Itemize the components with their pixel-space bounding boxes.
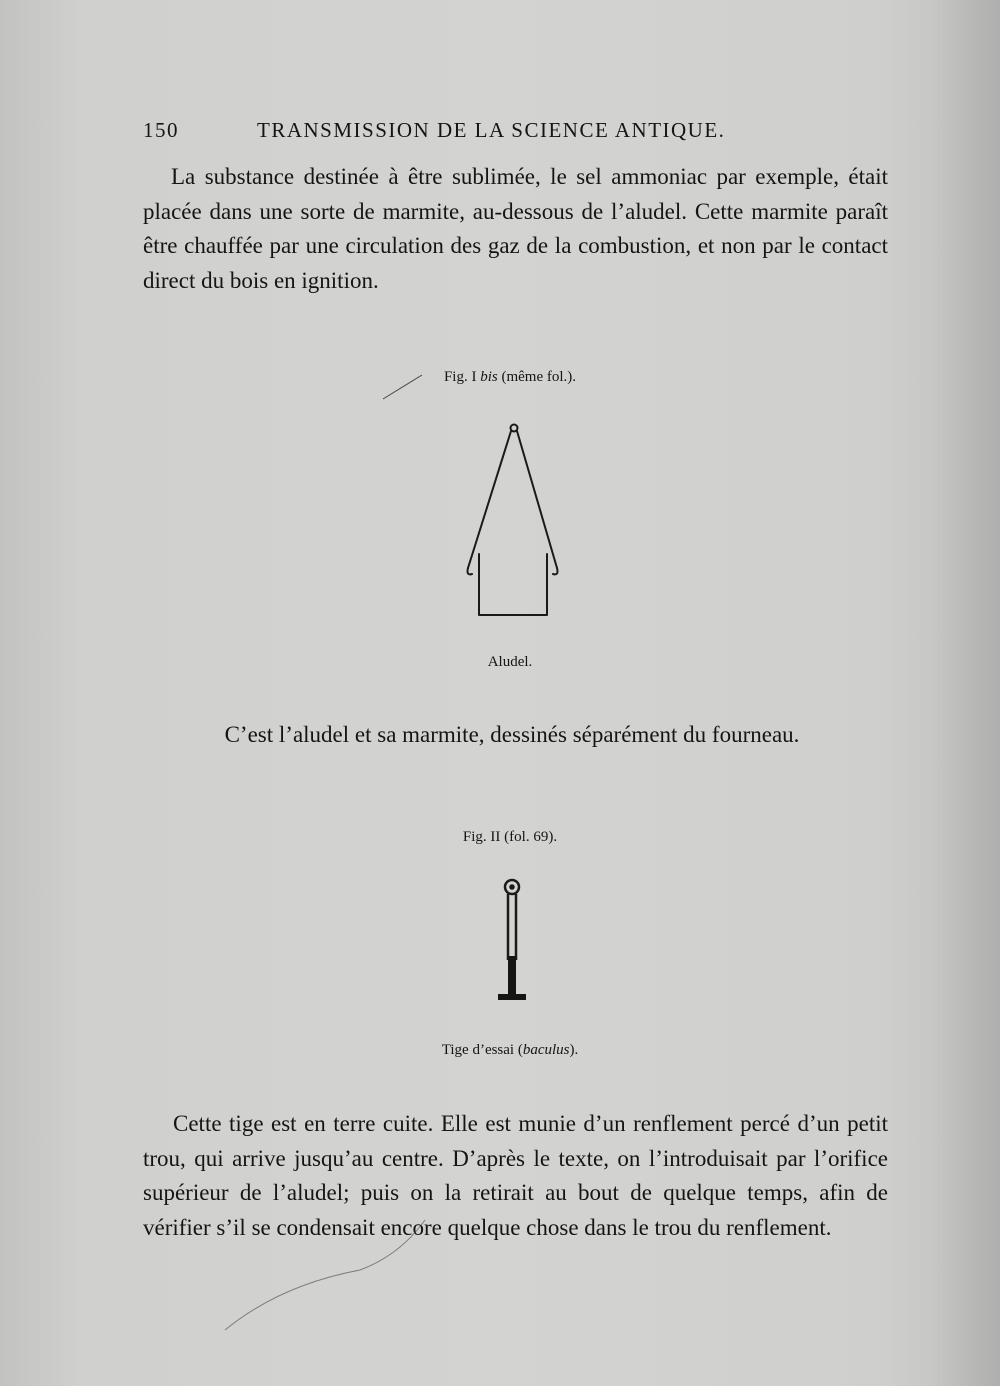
figure-1-caption-suffix: (même fol.). — [497, 369, 577, 385]
aludel-cone — [468, 431, 557, 568]
paragraph-1: La substance destinée à être sublimée, le sel ammoniac par exemple, était placée dans une sorte de marmite, au-dessous de l’aludel. Cette marmite paraît être chauffée par une circulation des gaz de la combustion, et non par le contact direct du bois en ignition. — [143, 164, 888, 293]
pencil-tick-mark — [380, 372, 440, 402]
figure-2-label-suffix: ). — [569, 1042, 579, 1058]
baculus-shaft — [508, 894, 516, 960]
baculus-hole — [511, 886, 514, 889]
figure-1-caption-prefix: Fig. I — [443, 369, 481, 385]
baculus-foot — [498, 994, 526, 1000]
figure-1-label: Aludel. — [487, 654, 533, 670]
figure-2-label-italic: baculus — [522, 1042, 570, 1058]
baculus-figure — [480, 870, 540, 1010]
figure-2-label — [10, 1042, 1000, 1059]
figure-1-caption — [10, 369, 1000, 386]
figure-2-label-prefix: Tige d’essai ( — [441, 1042, 523, 1058]
page-number: 150 — [143, 118, 179, 142]
aludel-marmite — [479, 554, 547, 615]
aludel-figure — [450, 410, 570, 620]
baculus-stem — [508, 956, 516, 996]
paragraph-3: Cette tige est en terre cuite. Elle est munie d’un renflement percé d’un petit trou, qui arrive jusqu’au centre. D’après le texte, on l’introduisait par l’orifice supérieur de l’aludel; puis on la retirait au bout de quelque temps, afin de vérifier s’il se condensait encore quelque chose dans le trou du renflement. — [143, 1111, 888, 1240]
figure-1-caption-italic: bis — [480, 369, 498, 385]
page-edge-shadow — [930, 0, 1000, 1386]
pencil-stroke-mark — [220, 1215, 450, 1335]
paragraph-2: C’est l’aludel et sa marmite, dessinés séparément du fourneau. — [224, 722, 800, 747]
aludel-rim — [468, 568, 558, 574]
figure-2-caption: Fig. II (fol. 69). — [462, 829, 558, 845]
running-head: TRANSMISSION DE LA SCIENCE ANTIQUE. — [257, 118, 726, 142]
